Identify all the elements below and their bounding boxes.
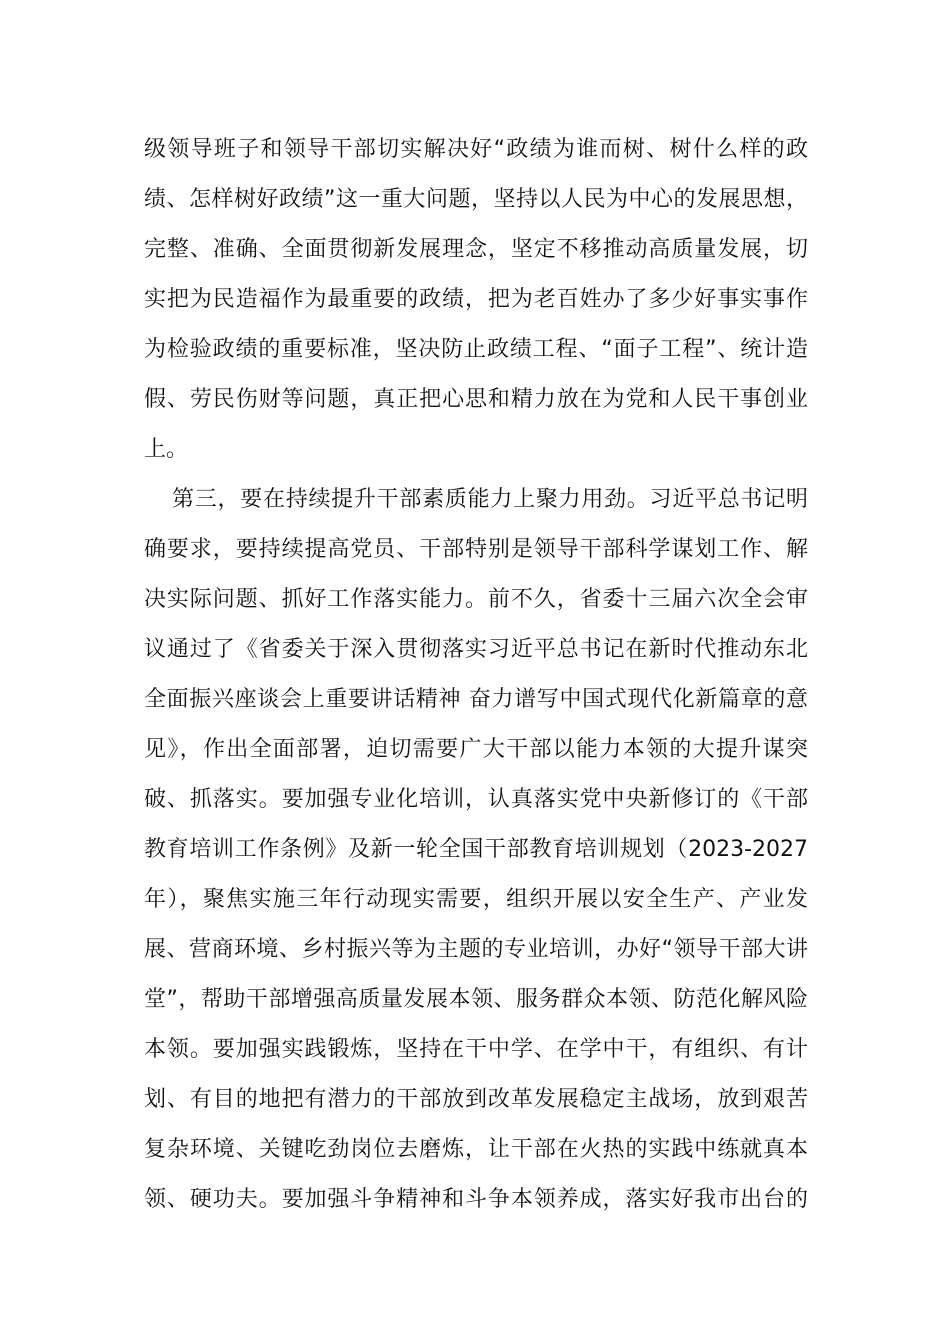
paragraph-line: 级领导班子和领导干部切实解决好“政绩为谁而树、树什么样的政 [144,137,808,162]
paragraph-line: 复杂环境、关键吃劲岗位去磨炼，让干部在火热的实践中练就真本 [144,1137,808,1162]
paragraph-line: 绩、怎样树好政绩”这一重大问题，坚持以人民为中心的发展思想， [144,187,808,212]
paragraph-line: 展、营商环境、乡村振兴等为主题的专业培训，办好“领导干部大讲 [144,937,808,962]
paragraph-line: 教育培训工作条例》及新一轮全国干部教育培训规划（2023-2027 [144,837,808,862]
paragraph-line: 划、有目的地把有潜力的干部放到改革发展稳定主战场，放到艰苦 [144,1087,808,1112]
paragraph-line: 上。 [144,437,189,462]
paragraph-line: 领、硬功夫。要加强斗争精神和斗争本领养成，落实好我市出台的 [144,1187,808,1212]
paragraph-line: 见》，作出全面部署，迫切需要广大干部以能力本领的大提升谋突 [144,737,808,762]
paragraph-line: 第三，要在持续提升干部素质能力上聚力用劲。习近平总书记明 [172,487,808,512]
paragraph-line: 议通过了《省委关于深入贯彻落实习近平总书记在新时代推动东北 [144,637,808,662]
paragraph-line: 破、抓落实。要加强专业化培训，认真落实党中央新修订的《干部 [144,787,808,812]
paragraph-line: 假、劳民伤财等问题，真正把心思和精力放在为党和人民干事创业 [144,387,808,412]
paragraph-line: 实把为民造福作为最重要的政绩，把为老百姓办了多少好事实事作 [144,287,808,312]
paragraph-line: 全面振兴座谈会上重要讲话精神 奋力谱写中国式现代化新篇章的意 [144,687,808,712]
paragraph-line: 年），聚焦实施三年行动现实需要，组织开展以安全生产、产业发 [144,887,808,912]
paragraph-line: 决实际问题、抓好工作落实能力。前不久，省委十三届六次全会审 [144,587,808,612]
paragraph-line: 本领。要加强实践锻炼，坚持在干中学、在学中干，有组织、有计 [144,1037,808,1062]
paragraph-line: 确要求，要持续提高党员、干部特别是领导干部科学谋划工作、解 [144,537,808,562]
paragraph-line: 堂”，帮助干部增强高质量发展本领、服务群众本领、防范化解风险 [144,987,808,1012]
paragraph-line: 为检验政绩的重要标准，坚决防止政绩工程、“面子工程”、统计造 [144,337,808,362]
paragraph-line: 完整、准确、全面贯彻新发展理念，坚定不移推动高质量发展，切 [144,237,808,262]
